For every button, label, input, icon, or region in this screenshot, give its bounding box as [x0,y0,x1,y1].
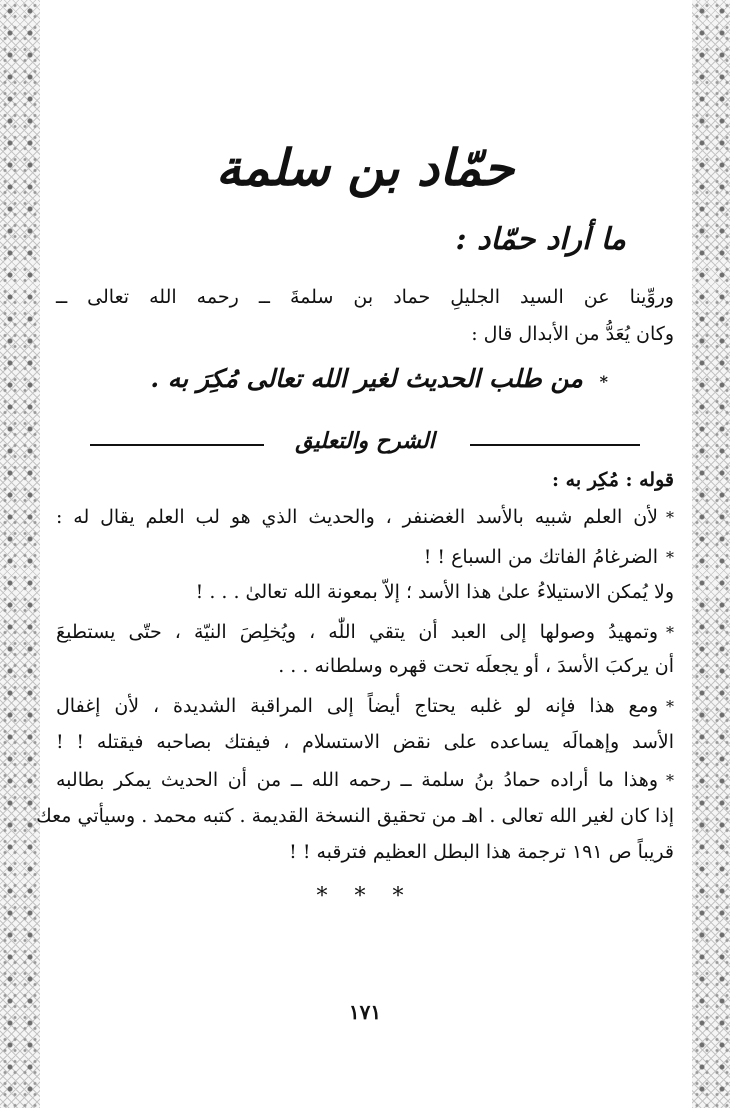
paragraph-5-line-1 [56,692,674,721]
book-page [36,0,678,1108]
intro-line-2: وكان يُعَدُّ من الأبدال قال : [471,323,674,345]
page-number: ١٧١ [348,1000,382,1024]
divider-label: الشرح والتعليق [295,428,435,454]
bullet-star-icon: * [666,697,674,716]
paragraph-5-line-2: الأسد وإهمالَه يساعده على نقض الاستسلام ، فيفتك بصاحبه فيقتله ! ! [56,731,674,753]
bullet-star-icon: * [666,548,674,567]
paragraph-6-text-1: وهذا ما أراده حمادُ بنُ سلمة ــ رحمه الله ــ من أن الحديث يمكر بطالبه [56,769,658,791]
intro-line-1: وروِّينا عن السيد الجليلِ حماد بن سلمةَ ــ رحمه الله تعالى ــ [56,286,674,308]
paragraph-1 [56,503,674,532]
chapter-title: حمّاد بن سلمة [215,138,515,197]
paragraph-4-line-1 [56,618,674,647]
divider-rule-left [90,444,264,446]
bullet-star-icon: * [666,771,674,790]
quote-star-icon: * [599,372,608,391]
paragraph-4-text-1: وتمهيدُ وصولها إلى العبد أن يتقي اللّٰه ، ويُخلِصَ النيّة ، حتّى يستطيعَ [56,621,658,643]
paragraph-2 [56,543,674,572]
quote-text: من طلب الحديث لغير الله تعالى مُكِرَ به . [150,364,583,393]
paragraph-5-text-1: ومع هذا فإنه لو غلبه يحتاج أيضاً إلى المراقبة الشديدة ، لأن إغفال [56,695,658,717]
section-divider [52,428,678,460]
end-stars: * * * [316,884,414,909]
paragraph-6-line-3: قريباً ص ١٩١ ترجمة هذا البطل العظيم فترقبه ! ! [289,841,674,863]
paragraph-1-text: لأن العلم شبيه بالأسد الغضنفر ، والحديث الذي هو لب العلم يقال له : [56,506,658,528]
commentary-heading: قوله : مُكِر به : [552,469,674,491]
bullet-star-icon: * [666,623,674,642]
quote [150,364,608,393]
paragraph-3: ولا يُمكن الاستيلاءُ علىٰ هذا الأسد ؛ إلاّ بمعونة الله تعالىٰ . . . ! [195,581,674,603]
bullet-star-icon: * [666,508,674,527]
paragraph-6-line-1 [56,766,674,795]
paragraph-2-text: الضرغامُ الفاتك من السباع ! ! [423,546,658,568]
paragraph-6-line-2: إذا كان لغير الله تعالى . اهـ من تحقيق النسخة القديمة . كتبه محمد . وسيأتي معك [36,805,674,827]
ornamental-border-left [0,0,40,1108]
paragraph-4-line-2: أن يركبَ الأسدَ ، أو يجعلَه تحت قهره وسلطانه . . . [278,655,674,677]
ornamental-border-right [692,0,730,1108]
section-heading: ما أراد حمّاد : [455,222,626,257]
